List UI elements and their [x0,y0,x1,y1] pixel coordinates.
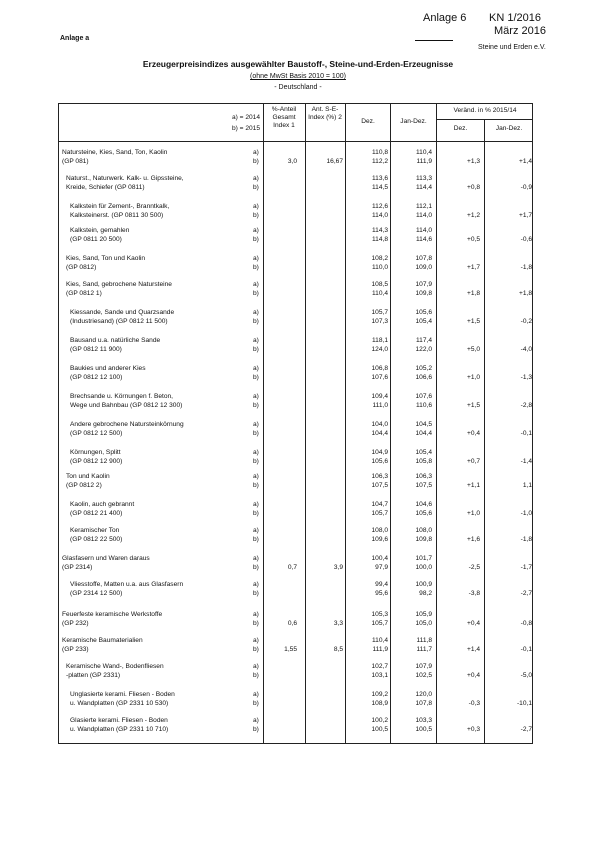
cell-index-jan-dez-2015: 106,6 [415,374,432,381]
row-label-line1: Kies, Sand, gebrochene Natursteine [66,281,172,288]
cell-change-dez: +1,4 [466,646,480,653]
cell-change-jan-dez: -0,9 [520,184,532,191]
cell-index-jan-dez-2014: 112,1 [415,203,432,210]
table-border-right [532,103,533,743]
cell-index-dez-2015: 104,4 [371,430,388,437]
cell-change-jan-dez: -0,2 [520,318,532,325]
cell-index-jan-dez-2014: 104,5 [415,421,432,428]
year-marker-b: b) [253,726,259,733]
year-marker-a: a) [253,203,259,210]
cell-index-dez-2015: 110,0 [371,264,388,271]
year-marker-b: b) [253,510,259,517]
cell-index-dez-2014: 100,4 [371,555,388,562]
year-marker-a: a) [253,175,259,182]
cell-index-dez-2014: 99,4 [375,581,388,588]
cell-index-dez-2015: 105,7 [371,620,388,627]
cell-index-jan-dez-2014: 105,4 [415,449,432,456]
cell-change-jan-dez: -0,6 [520,236,532,243]
cell-change-dez: +0,8 [466,184,480,191]
cell-change-jan-dez: -1,7 [520,564,532,571]
document-title: Erzeugerpreisindizes ausgewählter Baustoff-, Steine-und-Erden-Erzeugnisse [142,59,454,69]
cell-index-dez-2015: 114,0 [371,212,388,219]
row-label-line1: Unglasierte kerami. Fliesen - Boden [70,691,175,698]
year-marker-b: b) [253,620,259,627]
cell-index-dez-2015: 107,5 [371,482,388,489]
legend-b: b) = 2015 [231,125,260,132]
cell-index-dez-2014: 113,6 [371,175,388,182]
table-border-left [58,103,59,743]
cell-change-dez: +1,8 [466,290,480,297]
cell-change-jan-dez: -1,8 [520,264,532,271]
cell-index-dez-2014: 105,3 [371,611,388,618]
cell-index-dez-2014: 108,0 [371,527,388,534]
year-marker-a: a) [253,337,259,344]
cell-change-dez: +1,3 [466,158,480,165]
year-marker-b: b) [253,184,259,191]
cell-change-jan-dez: -1,8 [520,536,532,543]
cell-index-dez-2014: 108,2 [371,255,388,262]
table-border-top [58,103,533,104]
header-month: März 2016 [494,25,546,37]
year-marker-b: b) [253,318,259,325]
cell-index-jan-dez-2015: 111,7 [416,646,432,653]
cell-index-dez-2015: 103,1 [371,672,388,679]
cell-index-dez-2015: 111,9 [372,646,388,653]
row-label-line1: Kaolin, auch gebrannt [70,501,135,508]
cell-change-dez: +1,7 [466,264,480,271]
cell-index-jan-dez-2015: 104,4 [415,430,432,437]
cell-index-jan-dez-2014: 108,0 [415,527,432,534]
year-marker-b: b) [253,346,259,353]
cell-index-dez-2015: 95,6 [375,590,388,597]
cell-index-jan-dez-2014: 101,7 [415,555,432,562]
cell-change-dez: +0,4 [466,620,480,627]
header-anlage-left: Anlage a [60,35,90,42]
cell-index-dez-2014: 106,8 [371,365,388,372]
row-label-line2: Kalksteinerst. (GP 0811 30 500) [70,212,164,219]
year-marker-a: a) [253,473,259,480]
cell-index-jan-dez-2015: 114,0 [415,212,432,219]
cell-change-dez: +1,0 [466,510,480,517]
year-marker-a: a) [253,501,259,508]
cell-share: 1,55 [284,646,297,653]
region-label: - Deutschland - [274,84,322,91]
cell-index-jan-dez-2015: 107,8 [415,700,432,707]
year-marker-b: b) [253,564,259,571]
year-marker-b: b) [253,264,259,271]
year-marker-b: b) [253,646,259,653]
cell-change-jan-dez: 1,1 [522,482,532,489]
cell-change-jan-dez: -2,8 [520,402,532,409]
row-label-line2: (GP 233) [62,646,89,653]
price-index-table [58,103,533,743]
year-marker-a: a) [253,421,259,428]
cell-ant: 3,3 [333,620,343,627]
row-label-line1: Feuerfeste keramische Werkstoffe [62,611,163,618]
cell-index-jan-dez-2014: 103,3 [415,717,432,724]
cell-index-dez-2015: 105,6 [371,458,388,465]
row-label-line2: (GP 2314) [62,564,93,571]
year-marker-a: a) [253,309,259,316]
header-anlage-right: Anlage 6 [423,12,467,24]
row-label-line2: (GP 0812 12 100) [70,374,123,381]
cell-ant: 3,9 [333,564,343,571]
header-kn-number: KN 1/2016 [489,12,541,24]
year-marker-b: b) [253,402,259,409]
year-marker-a: a) [253,449,259,456]
year-marker-b: b) [253,236,259,243]
row-label-line2: (GP 0812 2) [66,482,102,489]
table-border-bottom [58,743,533,744]
cell-change-dez: +0,4 [466,672,480,679]
cell-change-jan-dez: +1,7 [518,212,532,219]
cell-index-dez-2015: 107,6 [371,374,388,381]
cell-index-dez-2014: 104,7 [371,501,388,508]
row-label-line2: -platten (GP 2331) [66,672,121,679]
year-marker-a: a) [253,393,259,400]
row-label-line1: Keramischer Ton [70,527,120,534]
row-label-line1: Bausand u.a. natürliche Sande [70,337,161,344]
year-marker-b: b) [253,374,259,381]
cell-index-jan-dez-2015: 122,0 [415,346,432,353]
cell-index-dez-2014: 102,7 [371,663,388,670]
year-marker-b: b) [253,290,259,297]
cell-index-jan-dez-2015: 105,4 [415,318,432,325]
cell-ant: 16,67 [326,158,343,165]
cell-index-dez-2014: 108,5 [371,281,388,288]
cell-index-jan-dez-2015: 100,0 [415,564,432,571]
year-marker-b: b) [253,700,259,707]
cell-change-dez: -2,5 [468,564,480,571]
year-marker-a: a) [253,527,259,534]
year-marker-a: a) [253,611,259,618]
cell-change-dez: +1,0 [466,374,480,381]
change-header-divider [436,119,533,120]
cell-index-dez-2015: 108,9 [371,700,388,707]
cell-index-dez-2014: 109,2 [371,691,388,698]
row-label-line1: Kalkstein, gemahlen [70,227,130,234]
cell-index-dez-2014: 104,0 [371,421,388,428]
cell-index-jan-dez-2014: 100,9 [415,581,432,588]
cell-ant: 8,5 [333,646,343,653]
header-ant: Ant. S-E-Index (%) 2 [308,106,342,121]
row-label-line2: u. Wandplatten (GP 2331 10 710) [70,726,169,733]
year-marker-a: a) [253,717,259,724]
cell-change-dez: -3,8 [468,590,480,597]
cell-index-jan-dez-2014: 107,8 [415,255,432,262]
cell-index-dez-2015: 100,5 [371,726,388,733]
cell-index-dez-2014: 112,6 [371,203,388,210]
row-label-line2: (GP 0812) [66,264,97,271]
cell-index-dez-2014: 110,4 [371,637,388,644]
cell-index-jan-dez-2014: 106,3 [415,473,432,480]
cell-index-dez-2015: 109,6 [371,536,388,543]
cell-change-jan-dez: -5,0 [520,672,532,679]
row-label-line1: Glasierte kerami. Fliesen - Boden [70,717,168,724]
header-share: %-Anteil Gesamt Index 1 [271,106,297,129]
cell-index-jan-dez-2014: 105,6 [415,309,432,316]
cell-index-jan-dez-2014: 107,9 [415,663,432,670]
row-label-line1: Andere gebrochene Natursteinkörnung [70,421,184,428]
row-label-line2: (GP 0812 22 500) [70,536,123,543]
row-label-line2: (GP 0812 12 900) [70,458,123,465]
cell-change-jan-dez: -0,8 [520,620,532,627]
cell-index-dez-2015: 111,0 [372,402,388,409]
row-label-line2: (GP 081) [62,158,89,165]
legend-a: a) = 2014 [231,114,260,121]
cell-index-jan-dez-2014: 105,2 [415,365,432,372]
row-label-line2: Wege und Bahnbau (GP 0812 12 300) [70,402,183,409]
row-label-line2: (GP 0812 1) [66,290,102,297]
cell-index-jan-dez-2014: 105,9 [415,611,432,618]
row-label-line2: (GP 0812 11 900) [70,346,122,353]
year-marker-a: a) [253,555,259,562]
row-label-line1: Natursteine, Kies, Sand, Ton, Kaolin [62,149,168,156]
row-label-line2: (GP 0812 21 400) [70,510,123,517]
cell-index-dez-2014: 106,3 [371,473,388,480]
row-label-line2: (GP 0811 20 500) [70,236,122,243]
row-label-line2: (GP 0812 12 500) [70,430,123,437]
header-organization: Steine und Erden e.V. [478,44,546,51]
header-jan-dez: Jan-Dez. [400,118,427,125]
year-marker-b: b) [253,458,259,465]
cell-change-jan-dez: -1,3 [520,374,532,381]
cell-index-dez-2014: 118,1 [371,337,388,344]
header-underline [415,40,453,41]
header-dez: Dez. [361,118,375,125]
cell-share: 0,6 [287,620,297,627]
cell-change-dez: +0,5 [466,236,480,243]
cell-index-jan-dez-2015: 105,0 [415,620,432,627]
cell-index-jan-dez-2015: 110,6 [415,402,432,409]
cell-change-dez: +1,1 [466,482,480,489]
row-label-line2: u. Wandplatten (GP 2331 10 530) [70,700,169,707]
cell-change-dez: +1,5 [466,402,480,409]
cell-change-dez: +0,3 [466,726,480,733]
header-change-dez: Dez. [453,125,468,132]
col-divider [436,103,437,743]
cell-index-jan-dez-2015: 109,8 [415,290,432,297]
cell-index-jan-dez-2014: 104,6 [415,501,432,508]
row-label-line1: Brechsande u. Körnungen f. Beton, [70,393,174,400]
cell-change-jan-dez: -2,7 [520,590,532,597]
year-marker-b: b) [253,672,259,679]
cell-change-jan-dez: -0,1 [520,646,532,653]
cell-index-dez-2014: 100,2 [371,717,388,724]
row-label-line1: Keramische Wand-, Bodenfliesen [66,663,164,670]
cell-index-dez-2014: 110,8 [371,149,388,156]
year-marker-a: a) [253,691,259,698]
cell-change-jan-dez: -1,0 [520,510,532,517]
year-marker-a: a) [253,149,259,156]
cell-change-dez: +1,5 [466,318,480,325]
year-marker-b: b) [253,212,259,219]
cell-change-dez: -0,3 [468,700,480,707]
year-marker-b: b) [253,158,259,165]
cell-index-jan-dez-2015: 114,6 [415,236,432,243]
row-label-line2: (GP 2314 12 500) [70,590,123,597]
cell-change-dez: +1,2 [466,212,480,219]
cell-index-jan-dez-2015: 107,5 [415,482,432,489]
cell-index-dez-2014: 105,7 [371,309,388,316]
cell-index-dez-2015: 112,2 [371,158,388,165]
cell-change-dez: +0,4 [466,430,480,437]
year-marker-b: b) [253,430,259,437]
cell-index-dez-2015: 110,4 [371,290,388,297]
cell-index-dez-2015: 97,9 [375,564,388,571]
row-label-line2: Kreide, Schiefer (GP 0811) [66,184,145,191]
cell-index-jan-dez-2014: 117,4 [415,337,432,344]
year-marker-a: a) [253,637,259,644]
row-label-line1: Ton und Kaolin [66,473,110,480]
row-label-line1: Vliesstoffe, Matten u.a. aus Glasfasern [70,581,184,588]
year-marker-b: b) [253,482,259,489]
year-marker-a: a) [253,227,259,234]
row-label-line1: Kalkstein für Zement-, Branntkalk, [70,203,170,210]
row-label-line2: (Industriesand) (GP 0812 11 500) [70,318,168,325]
cell-change-dez: +0,7 [466,458,480,465]
cell-index-jan-dez-2015: 100,5 [415,726,432,733]
row-label-line1: Naturst., Naturwerk. Kalk- u. Gipssteine, [66,175,184,182]
cell-index-jan-dez-2015: 105,8 [415,458,432,465]
row-label-line1: Kiessande, Sande und Quarzsande [70,309,175,316]
cell-index-jan-dez-2014: 110,4 [415,149,432,156]
cell-index-jan-dez-2015: 114,4 [415,184,432,191]
cell-index-jan-dez-2014: 107,6 [415,393,432,400]
cell-index-jan-dez-2014: 111,8 [416,637,432,644]
subtitle-text: (ohne MwSt Basis 2010 = 100) [250,73,346,80]
cell-change-jan-dez: -0,1 [520,430,532,437]
cell-index-dez-2014: 114,3 [371,227,388,234]
row-label-line1: Baukies und anderer Kies [70,365,146,372]
cell-index-dez-2014: 104,9 [371,449,388,456]
cell-index-jan-dez-2014: 113,3 [415,175,432,182]
row-label-line1: Kies, Sand, Ton und Kaolin [66,255,146,262]
row-label-line1: Glasfasern und Waren daraus [62,555,150,562]
year-marker-a: a) [253,581,259,588]
year-marker-a: a) [253,281,259,288]
col-divider [345,103,346,743]
row-label-line1: Körnungen, Splitt [70,449,121,456]
header-change-jan-dez: Jan-Dez. [495,125,523,132]
cell-change-jan-dez: -1,4 [520,458,532,465]
cell-change-jan-dez: -10,1 [516,700,532,707]
cell-change-dez: +5,0 [466,346,480,353]
cell-index-dez-2015: 107,3 [371,318,388,325]
header-change: Veränd. in % 2015/14 [453,107,517,114]
cell-index-dez-2014: 109,4 [371,393,388,400]
row-label-line1: Keramische Baumaterialien [62,637,143,644]
cell-change-jan-dez: +1,4 [518,158,532,165]
row-label-line2: (GP 232) [62,620,89,627]
cell-index-jan-dez-2014: 114,0 [415,227,432,234]
cell-share: 3,0 [287,158,297,165]
cell-index-jan-dez-2014: 120,0 [415,691,432,698]
cell-change-jan-dez: +1,8 [518,290,532,297]
cell-index-jan-dez-2015: 109,8 [415,536,432,543]
cell-index-jan-dez-2015: 109,0 [415,264,432,271]
cell-index-jan-dez-2015: 102,5 [415,672,432,679]
cell-change-jan-dez: -4,0 [520,346,532,353]
year-marker-a: a) [253,663,259,670]
year-marker-a: a) [253,255,259,262]
document-subtitle [0,73,596,80]
cell-index-dez-2015: 114,5 [371,184,388,191]
header-bottom-border [58,141,533,142]
cell-change-jan-dez: -2,7 [520,726,532,733]
cell-index-jan-dez-2015: 111,9 [416,158,432,165]
year-marker-b: b) [253,536,259,543]
cell-index-dez-2015: 105,7 [371,510,388,517]
cell-index-dez-2015: 114,8 [371,236,388,243]
cell-index-jan-dez-2014: 107,9 [415,281,432,288]
cell-change-dez: +1,6 [466,536,480,543]
cell-share: 0,7 [287,564,297,571]
year-marker-a: a) [253,365,259,372]
year-marker-b: b) [253,590,259,597]
cell-index-dez-2015: 124,0 [371,346,388,353]
cell-index-jan-dez-2015: 98,2 [419,590,432,597]
cell-index-jan-dez-2015: 105,6 [415,510,432,517]
